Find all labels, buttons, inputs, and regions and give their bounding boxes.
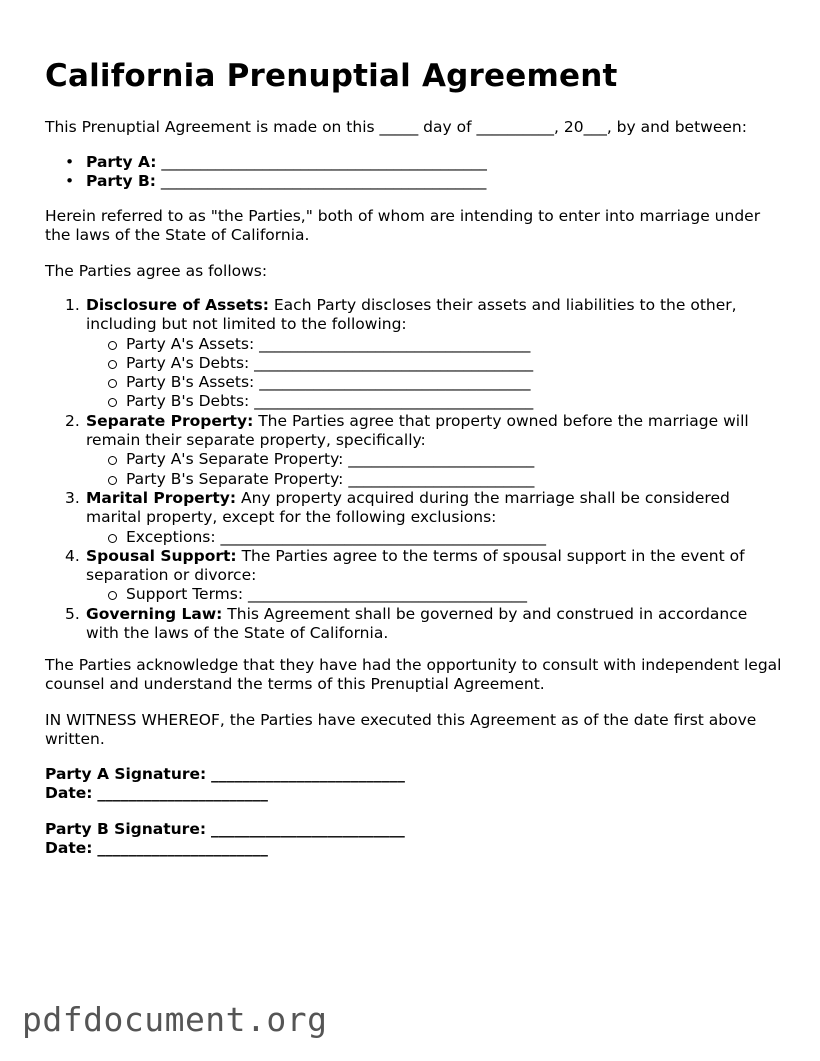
sub-item: Party B's Debts: ____________________________________: [86, 392, 785, 411]
signature-blank: _________________________: [210, 820, 405, 838]
page-title: California Prenuptial Agreement: [45, 58, 618, 94]
party-b-label: Party B:: [86, 172, 156, 191]
herein-text: Herein referred to as "the Parties," both of whom are intending to enter into marriage under the laws of the State of California.: [45, 207, 761, 245]
party-a-date-line: [45, 784, 785, 803]
term-number: 1.: [65, 296, 80, 314]
witness-text: IN WITNESS WHEREOF, the Parties have executed this Agreement as of the date first above written.: [45, 711, 757, 749]
signature-blank: _________________________: [211, 765, 405, 783]
term-title: Governing Law:: [86, 604, 223, 623]
term-item: [45, 412, 785, 489]
term-text: Any property acquired during the marriage shall be considered marital property, except for the following exclusions:: [86, 488, 730, 527]
sub-item: Party A's Debts: ____________________________________: [86, 354, 785, 373]
date-label: Date:: [45, 784, 93, 803]
term-number: 5.: [65, 604, 80, 623]
sub-item: Party B's Separate Property: ________________________: [86, 470, 785, 489]
date-blank: ______________________: [97, 784, 268, 803]
term-item: [45, 489, 785, 547]
term-title: Spousal Support:: [86, 546, 237, 565]
term-title: Marital Property:: [86, 488, 237, 507]
party-b-item: [45, 172, 785, 191]
party-b-date-line: [45, 839, 785, 858]
term-text: Each Party discloses their assets and liabilities to the other, including but not limited to the following:: [86, 296, 737, 334]
party-b-signature-line: [45, 820, 785, 839]
sub-item: Exceptions: __________________________________________: [86, 528, 785, 547]
term-text: This Agreement shall be governed by and construed in accordance with the laws of the State of California.: [86, 604, 748, 643]
date-label: Date:: [45, 839, 93, 858]
terms-list: [45, 296, 785, 643]
term-number: 4.: [65, 546, 80, 565]
intro-paragraph: [45, 118, 785, 137]
term-title: Disclosure of Assets:: [86, 296, 269, 314]
parties-list: [45, 153, 785, 192]
sub-item: Support Terms: ____________________________________: [86, 585, 785, 604]
intro-text: This Prenuptial Agreement is made on this _____ day of __________, 20___, by and between:: [45, 118, 747, 136]
witness-paragraph: [45, 711, 785, 750]
signature-block-a: [45, 765, 785, 804]
agree-paragraph: [45, 262, 785, 281]
agree-text: The Parties agree as follows:: [45, 262, 268, 280]
date-blank: ______________________: [97, 839, 268, 858]
party-b-blank: __________________________________________: [160, 172, 487, 191]
sub-item: Party A's Assets: ___________________________________: [86, 335, 785, 354]
term-item: [45, 605, 785, 644]
term-title: Separate Property:: [86, 411, 254, 430]
term-number: 3.: [65, 488, 80, 507]
signature-label: Party A Signature:: [45, 765, 207, 783]
party-a-item: [45, 153, 785, 172]
acknowledge-paragraph: [45, 656, 785, 695]
signature-block-b: [45, 820, 785, 859]
party-a-label: Party A:: [86, 153, 157, 171]
party-a-signature-line: [45, 765, 785, 784]
party-a-blank: __________________________________________: [161, 153, 487, 171]
term-text: The Parties agree that property owned before the marriage will remain their separate property, specifically:: [86, 411, 749, 450]
term-text: The Parties agree to the terms of spousal support in the event of separation or divorce:: [86, 546, 745, 585]
term-item: [45, 296, 785, 412]
signature-label: Party B Signature:: [45, 820, 207, 838]
term-item: [45, 547, 785, 605]
acknowledge-text: The Parties acknowledge that they have had the opportunity to consult with independent legal counsel and understand the terms of this Prenuptial Agreement.: [45, 656, 782, 694]
term-number: 2.: [65, 411, 80, 430]
sub-item: Party B's Assets: ___________________________________: [86, 373, 785, 392]
sub-item: Party A's Separate Property: ________________________: [86, 450, 785, 469]
herein-paragraph: [45, 207, 785, 246]
watermark-text: pdfdocument.org: [22, 1000, 328, 1039]
